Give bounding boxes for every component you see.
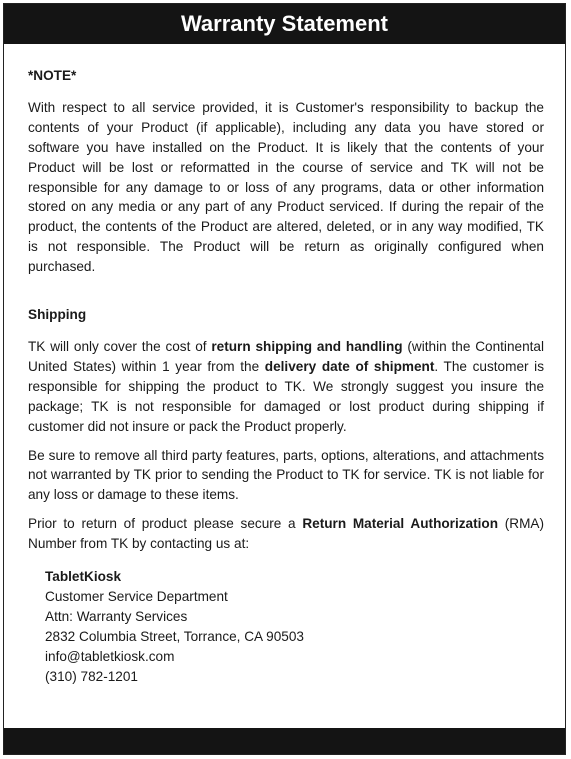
shipping-paragraph-1: TK will only cover the cost of return shipping and handling (within the Continental United States) within 1 year from the delivery date of shipment. The customer is responsible for shipping the product to TK. We strongly suggest you insure the package; TK is not responsible for damaged or lost product during shipping if customer did not insure or pack the Product properly.	[28, 338, 544, 434]
shipping-paragraph-3: Prior to return of product please secure a Return Material Authorization (RMA) Number from TK by contacting us at:	[28, 516, 544, 552]
shipping-heading: Shipping	[28, 307, 87, 323]
address-attn: Attn: Warranty Services	[45, 608, 188, 624]
contact-address	[45, 567, 544, 686]
note-heading: *NOTE*	[28, 68, 77, 83]
note-body: With respect to all service provided, it is Customer's responsibility to backup the contents of your Product (if applicable), including any data you have stored or software you have installed on the Product. It is likely that the contents of your Product will be lost or reformatted in the course of service and TK will not be responsible for any damage to or loss of any programs, data or other information stored on any media or any part of any Product serviced. If during the repair of the product, the contents of the Product are altered, deleted, or in any way modified, TK is not responsible. The Product will be return as originally configured when purchased.	[28, 99, 544, 275]
address-company: TabletKiosk	[45, 569, 122, 585]
shipping-paragraph-2: Be sure to remove all third party features, parts, options, alterations, and attachments not warranted by TK prior to sending the Product to TK for service. TK is not liable for any loss or damage to these items.	[28, 447, 544, 503]
warranty-content	[28, 66, 544, 686]
page-title: Warranty Statement	[180, 11, 388, 36]
address-department: Customer Service Department	[45, 588, 228, 604]
page-title-bar	[4, 4, 565, 44]
address-street: 2832 Columbia Street, Torrance, CA 90503	[45, 628, 304, 644]
address-phone: (310) 782-1201	[45, 668, 138, 684]
address-email: info@tabletkiosk.com	[45, 648, 175, 664]
page-footer-bar	[4, 728, 565, 754]
warranty-page	[3, 3, 566, 755]
